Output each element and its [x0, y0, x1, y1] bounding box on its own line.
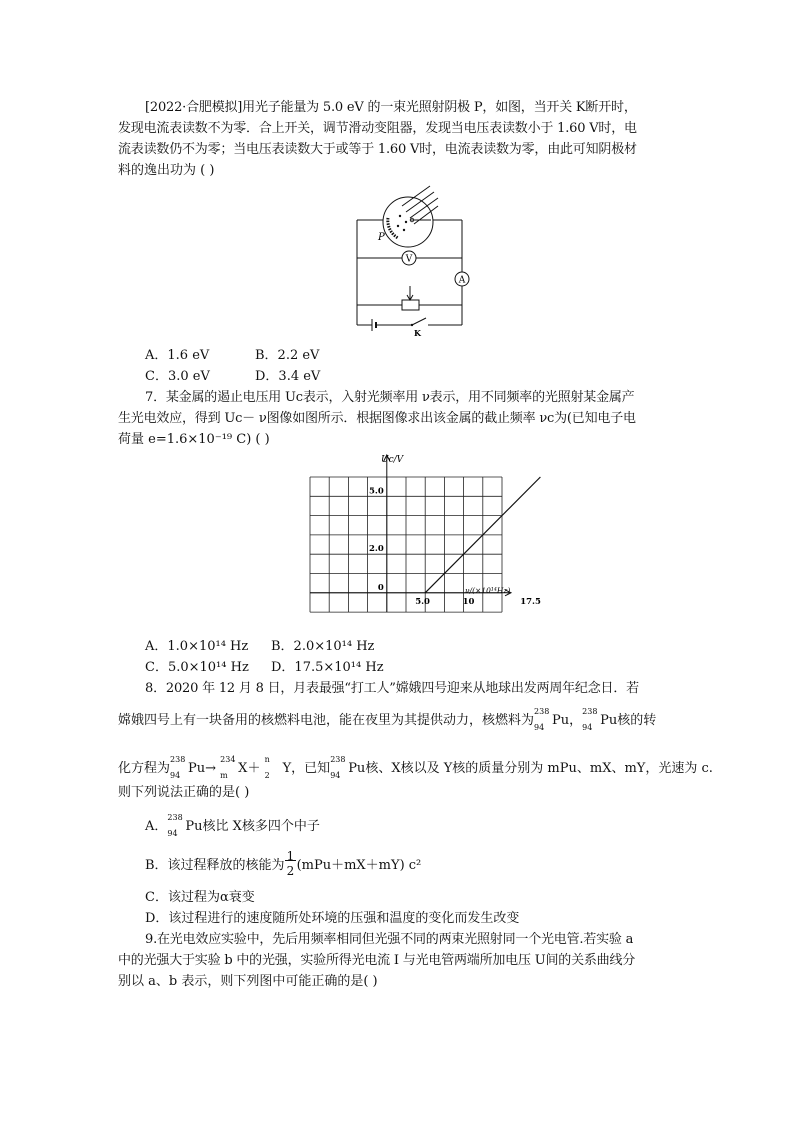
q6-line-2: 发现电流表读数不为零．合上开关，调节滑动变阻器，发现当电压表读数小于 1.60 V时，电 — [118, 121, 637, 136]
phototube-icon — [383, 197, 433, 247]
q8-line-2-text: 嫦娥四号上有一块备用的核燃料电池，能在夜里为其提供动力，核燃料为 — [118, 713, 535, 728]
cathode-label: P — [378, 232, 385, 243]
q7-option-b: B．2.0×10¹⁴ Hz — [271, 639, 375, 654]
q7-option-d: D．17.5×10¹⁴ Hz — [271, 660, 384, 675]
pu-nuclide-2: 238 94 — [582, 707, 598, 732]
q6-option-b: B．2.2 eV — [255, 348, 320, 363]
x-tick-label: 10 — [462, 596, 475, 607]
q7-line-2: 生光电效应，得到 Uc－ ν图像如图所示．根据图像求出该金属的截止频率 νc为(已知电子电 — [118, 411, 636, 426]
q6-option-a: A．1.6 eV — [145, 348, 210, 363]
chart-y-axis-label: Uc/V — [381, 455, 404, 465]
q6-option-d: D．3.4 eV — [255, 369, 321, 384]
q7-line-3: 荷量 e=1.6×10⁻¹⁹ C) ( ) — [118, 432, 270, 447]
q9-line-1: 9.在光电效应实验中，先后用频率相同但光强不同的两束光照射同一个光电管.若实验 a — [145, 932, 634, 947]
q6-option-c: C．3.0 eV — [145, 369, 210, 384]
q6-line-3: 流表读数仍不为零；当电压表读数大于或等于 1.60 V时，电流表读数为零，由此可知阴极材 — [118, 142, 637, 157]
q7-option-a: A．1.0×10¹⁴ Hz — [145, 639, 249, 654]
pu-atomic-number: 94 — [534, 723, 545, 732]
q8-option-c: C．该过程为α衰变 — [145, 890, 255, 905]
q6-line-4: 料的逸出功为 ( ) — [118, 163, 215, 178]
fraction-numerator: 1 — [286, 849, 295, 863]
q9-line-3: 别以 a、b 表示，则下列图中可能正确的是( ) — [118, 974, 378, 989]
rheostat-icon — [402, 300, 419, 310]
fraction-denominator: 2 — [286, 864, 295, 878]
circuit-diagram — [350, 186, 475, 338]
chart-x-axis-label: ν/(×10¹⁴Hz) — [465, 586, 511, 595]
y-tick-label: 2.0 — [369, 544, 384, 555]
q7-line-1: 7．某金属的遏止电压用 Uc表示，入射光频率用 ν表示，用不同频率的光照射某金属产 — [145, 390, 635, 405]
q8-option-b: B．该过程释放的核能为 $\frac{1}{2}$ (mPu＋mX＋mY) c² — [145, 849, 422, 878]
q8-option-d: D．该过程进行的速度随所处环境的压强和温度的变化而发生改变 — [145, 911, 520, 926]
pu-symbol: Pu — [552, 713, 570, 728]
q8-line-2: 嫦娥四号上有一块备用的核燃料电池，能在夜里为其提供动力，核燃料为 238 94 Pu， 238 94 Pu核的转 — [118, 712, 656, 730]
q7-option-c: C．5.0×10¹⁴ Hz — [145, 660, 249, 675]
q8-line-3: 化方程为 238 94 Pu→ 234 m X＋ n 2 Y，已知 238 94 Pu核、X核以及 Y核的质量分别为 mPu、mX、mY，光速为 c. — [118, 755, 713, 780]
q6-line-1: [2022·合肥模拟]用光子能量为 5.0 eV 的一束光照射阴极 P，如图，当开关 K断开时， — [145, 100, 637, 115]
y-nuclide: n 2 — [264, 755, 270, 780]
q8-line-2-tail: 核的转 — [617, 713, 657, 728]
q8-line-1: 8．2020 年 12 月 8 日，月表最强“打工人”嫦娥四号迎来从地球出发两周年纪念日．若 — [145, 681, 639, 696]
x-tick-label: 5.0 — [415, 596, 430, 607]
q9-line-2: 中的光强大于实验 b 中的光强，实验所得光电流 I 与光电管两端所加电压 U间的关系曲线分 — [118, 953, 636, 968]
pu-mass-number: 238 — [534, 707, 550, 716]
q8-option-a: A． 238 94 Pu核比 X核多四个中子 — [145, 813, 320, 838]
pu-nuclide — [534, 707, 552, 732]
switch-label: K — [414, 328, 421, 338]
y-tick-label: 5.0 — [369, 486, 384, 497]
uc-nu-chart — [300, 450, 541, 622]
q8-line-4: 则下列说法正确的是( ) — [118, 785, 250, 800]
x-tick-label: 17.5 — [520, 596, 541, 607]
y-tick-label: 0 — [377, 582, 384, 593]
x-nuclide: 234 m — [220, 755, 236, 780]
voltmeter-label: V — [405, 254, 413, 265]
ammeter-label: A — [458, 275, 466, 286]
switch-icon — [412, 318, 426, 325]
